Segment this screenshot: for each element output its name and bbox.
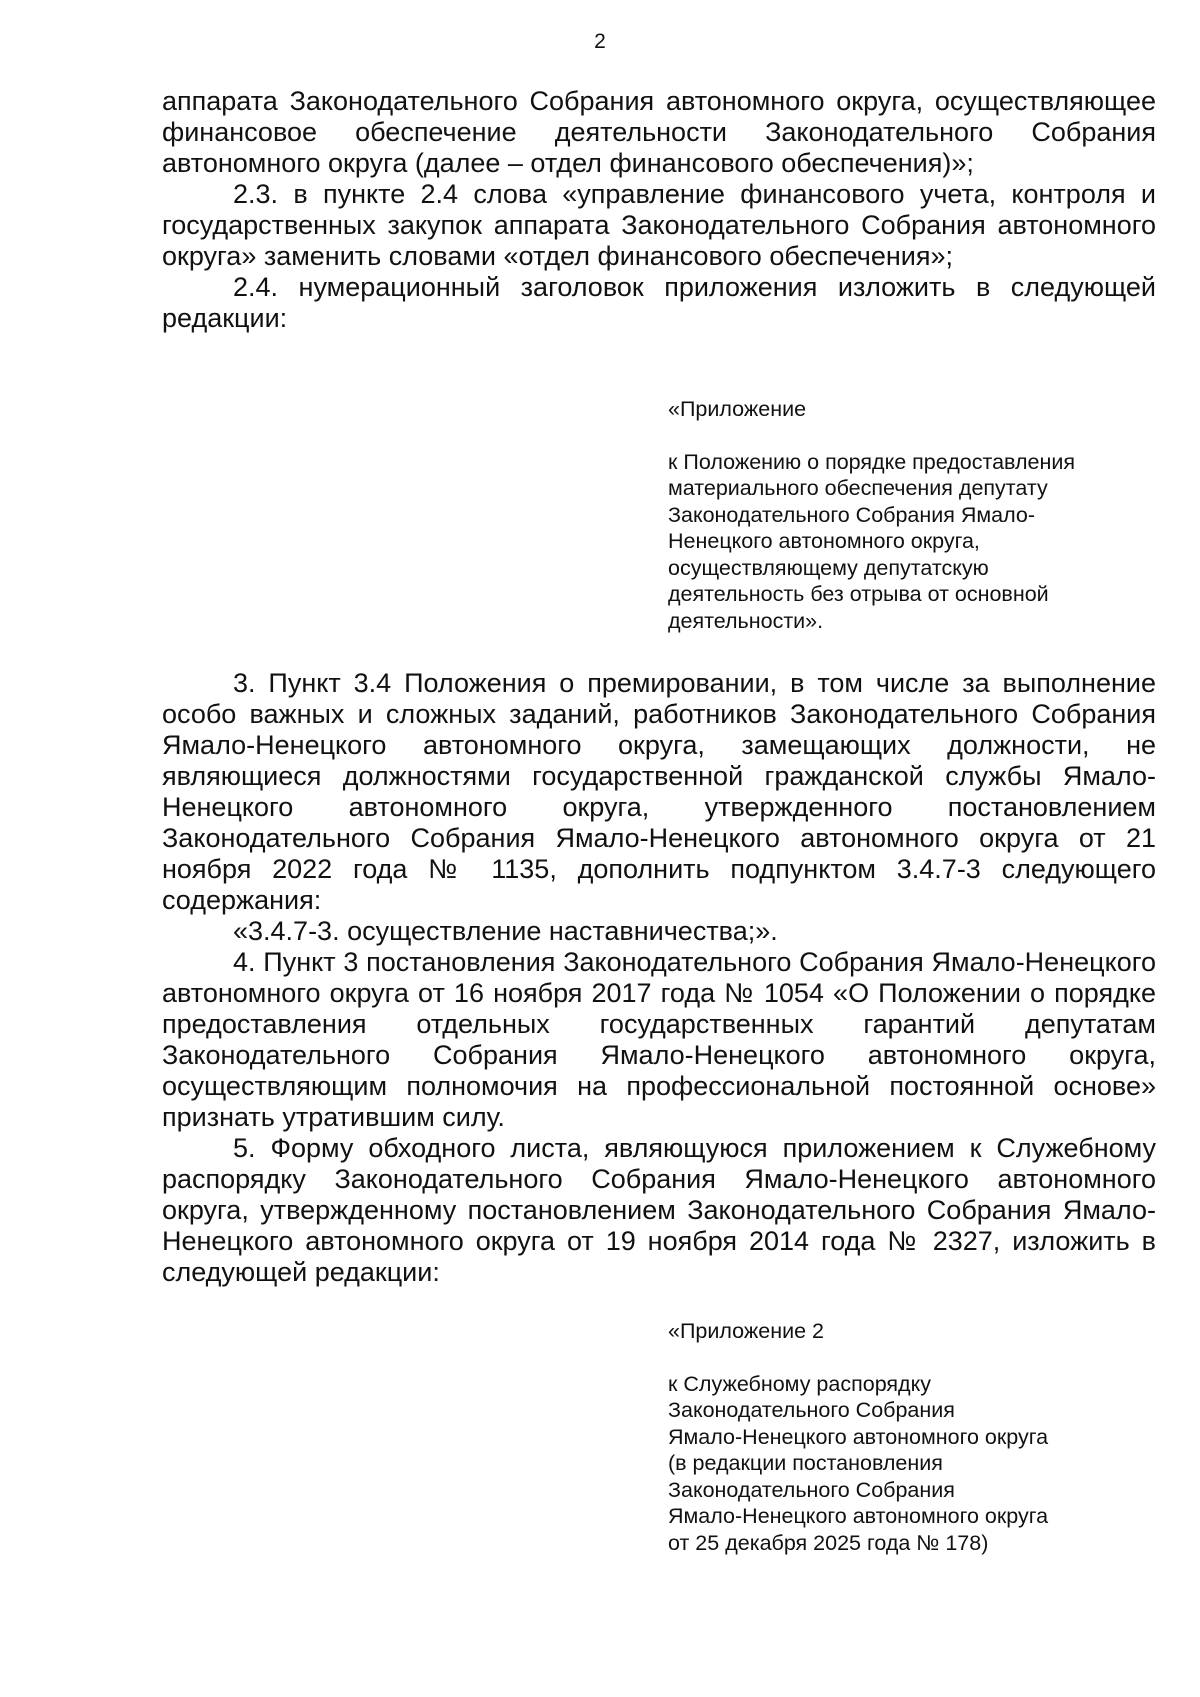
appendix-1-line: к Положению о порядке предоставления bbox=[668, 449, 1076, 474]
document-body-part-2 bbox=[162, 668, 1156, 1288]
appendix-heading-1 bbox=[668, 396, 1160, 634]
paragraph-2-2-continuation: аппарата Законодательного Собрания автономного округа, осуществляющее финансовое обеспечение деятельности Законодательного Собрания автономного округа (далее – отдел финансового обеспечения)»; bbox=[162, 86, 1156, 178]
appendix-1-line: Ненецкого автономного округа, bbox=[668, 529, 980, 553]
paragraph-4: 4. Пункт 3 постановления Законодательного Собрания Ямало-Ненецкого автономного округа от 16 ноября 2017 года № 1054 «О Положении о порядке предоставления отдельных государственных гарантий депутатам Законодательного Собрания Ямало-Ненецкого автономного округа, осуществляющим полномочия на профессиональной постоянной основе» признать утратившим силу. bbox=[162, 947, 1156, 1132]
document-body-part-1 bbox=[162, 86, 1156, 334]
appendix-2-title: «Приложение 2 bbox=[668, 1319, 824, 1343]
paragraph-3-quote: «3.4.7-3. осуществление наставничества;». bbox=[233, 916, 778, 946]
appendix-1-line: Законодательного Собрания Ямало- bbox=[668, 502, 1036, 527]
paragraph-2-4: 2.4. нумерационный заголовок приложения изложить в следующей редакции: bbox=[162, 272, 1156, 333]
appendix-1-line: деятельности». bbox=[668, 608, 824, 633]
paragraph-3: 3. Пункт 3.4 Положения о премировании, в том числе за выполнение особо важных и сложных заданий, работников Законодательного Собрания Ямало-Ненецкого автономного округа, замещающих должности, не являющиеся должностями государственной гражданской службы Ямало-Ненецкого автономного округа, утвержденного постановлением Законодательного Собрания Ямало-Ненецкого автономного округа от 21 ноября 2022 года № 1135, дополнить подпунктом 3.4.7-3 следующего содержания: bbox=[162, 668, 1156, 915]
appendix-2-line: к Служебному распорядку bbox=[668, 1371, 931, 1396]
appendix-2-line: Законодательного Собрания bbox=[668, 1477, 955, 1502]
paragraph-2-3: 2.3. в пункте 2.4 слова «управление финансового учета, контроля и государственных закупок аппарата Законодательного Собрания автономного округа» заменить словами «отдел финансового обеспечения»; bbox=[162, 179, 1156, 271]
appendix-1-line: деятельность без отрыва от основной bbox=[668, 582, 1049, 606]
appendix-2-line: (в редакции постановления bbox=[668, 1451, 943, 1475]
appendix-1-title: «Приложение bbox=[668, 397, 807, 421]
appendix-2-line: Ямало-Ненецкого автономного округа bbox=[668, 1424, 1049, 1449]
appendix-1-line: материального обеспечения депутату bbox=[668, 476, 1048, 500]
appendix-heading-2 bbox=[668, 1318, 1160, 1556]
appendix-2-line: Ямало-Ненецкого автономного округа bbox=[668, 1504, 1049, 1528]
paragraph-5: 5. Форму обходного листа, являющуюся приложением к Служебному распорядку Законодательного Собрания Ямало-Ненецкого автономного округа, утвержденному постановлением Законодательного Собрания Ямало-Ненецкого автономного округа от 19 ноября 2014 года № 2327, изложить в следующей редакции: bbox=[162, 1133, 1156, 1287]
page-number: 2 bbox=[594, 30, 606, 53]
appendix-2-line: Законодательного Собрания bbox=[668, 1398, 955, 1422]
appendix-1-line: осуществляющему депутатскую bbox=[668, 555, 989, 580]
appendix-2-line: от 25 декабря 2025 года № 178) bbox=[668, 1530, 989, 1555]
